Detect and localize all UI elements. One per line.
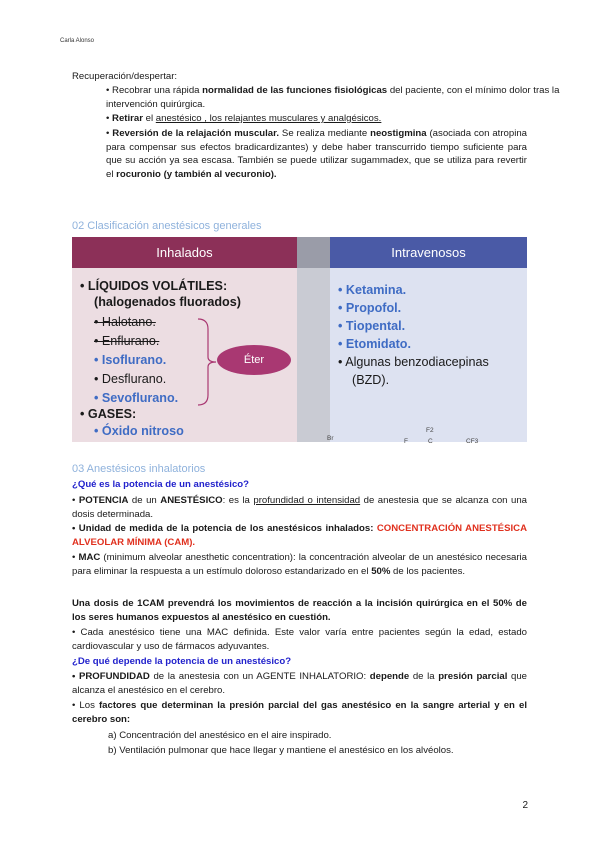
recovery-bullet-1 <box>72 84 561 111</box>
recovery-b1-pre: • Recobrar una rápida <box>106 85 203 96</box>
section-3-title: 03 Anestésicos inhalatorios <box>72 463 206 475</box>
molecule-f: F <box>404 438 408 445</box>
header-inhaled: Inhalados <box>72 237 297 268</box>
paragraph-potencia <box>72 494 527 521</box>
recovery-b3-bold2: neostigmina <box>370 128 427 139</box>
recovery-b2-mid: el <box>142 113 156 124</box>
molecule-cf3: CF3 <box>466 438 479 445</box>
p1-text-2: : es la <box>222 495 254 506</box>
volatiles-sub <box>94 293 241 312</box>
item-bzd: • Algunas benzodiacepinas <box>338 355 489 369</box>
recovery-b3-bold3: rocuronio (y también al vecuronio). <box>116 168 277 180</box>
ether-badge: Éter <box>217 345 291 375</box>
p7-bold: factores que determinan la presión parcial del gas anestésico en la sangre arterial y en el cerebro son: <box>72 700 527 725</box>
item-halotano: • Halotano. <box>94 315 156 329</box>
item-bzd-abbr: (BZD). <box>352 373 390 387</box>
p6-bold-3: presión parcial <box>438 671 508 682</box>
header-divider <box>297 237 330 268</box>
recovery-b3-bullet: • <box>106 128 113 139</box>
item-propofol: • Propofol. <box>338 301 402 315</box>
question-1: ¿Qué es la potencia de un anestésico? <box>72 479 250 490</box>
molecule-c: C <box>428 438 433 445</box>
paragraph-factores <box>72 699 527 726</box>
volatiles-sub-text: (halogenados fluorados) <box>94 295 241 309</box>
gases-label <box>80 405 136 424</box>
item-tiopental: • Tiopental. <box>338 319 406 333</box>
question-2: ¿De qué depende la potencia de un anestésico? <box>72 656 292 667</box>
p1-text-1: de un <box>128 495 161 506</box>
item-etomidato: • Etomidato. <box>338 337 411 351</box>
recovery-b3-bold: Reversión de la relajación muscular. <box>112 128 280 139</box>
p3-text-2: de los pacientes. <box>390 565 466 577</box>
recovery-bullet-2 <box>72 112 561 126</box>
page-number: 2 <box>522 800 528 811</box>
item-isoflurano: • Isoflurano. <box>94 353 167 367</box>
item-enflurano: • Enflurano. <box>94 334 160 348</box>
p3-text-1: (minimum alveolar anesthetic concentration): la concentración alveolar de un anestésico necesaria para eliminar la respuesta a un estímulo doloroso estandarizado en el <box>72 552 527 577</box>
bracket-icon <box>190 317 220 407</box>
p6-text-2: de la <box>409 671 439 682</box>
recovery-bullet-3 <box>72 127 527 181</box>
item-sevoflurano: • Sevoflurano. <box>94 391 179 405</box>
classification-table <box>72 237 527 442</box>
p3-bold: MAC <box>78 552 101 563</box>
p6-bold-2: depende <box>369 671 410 682</box>
item-desflurano: • Desflurano. <box>94 372 167 386</box>
p7-text: • Los <box>72 700 99 711</box>
section-2-title: 02 Clasificación anestésicos generales <box>72 220 262 232</box>
paragraph-unidad <box>72 522 527 549</box>
molecule-f2: F2 <box>426 427 434 434</box>
recovery-b1-bold: normalidad de las funciones fisiológicas <box>202 85 388 96</box>
p2-red: CONCENTRACIÓN ANESTÉSICA ALVEOLAR MÍNIMA (CAM). <box>72 523 527 548</box>
p6-text-1: de la anestesia con un AGENTE INHALATORIO: <box>149 671 370 682</box>
paragraph-mac-varia: • Cada anestésico tiene una MAC definida. Este valor varía entre pacientes según la edad, estado cardiovascular y uso de fármacos adyuvantes. <box>72 627 527 652</box>
p3-bold-2: 50% <box>371 565 391 577</box>
recovery-b1-post: del paciente, con el mínimo dolor tras la intervención quirúrgica. <box>106 85 560 110</box>
item-ketamina: • Ketamina. <box>338 283 407 297</box>
factor-b: b) Ventilación pulmonar que hace llegar y mantiene el anestésico en los alvéolos. <box>108 745 454 756</box>
recovery-title: Recuperación/despertar: <box>72 71 178 82</box>
p3-bullet: • <box>72 552 79 563</box>
header-intravenous: Intravenosos <box>330 237 527 268</box>
p1-bullet: • <box>72 495 79 506</box>
molecule-br: Br <box>327 435 334 442</box>
factor-a: a) Concentración del anestésico en el aire inspirado. <box>108 730 332 741</box>
item-oxido: • Óxido nitroso <box>94 424 184 438</box>
author-name: Carla Alonso <box>60 38 95 44</box>
recovery-b2-bold: Retirar <box>112 113 143 124</box>
recovery-b3-t1: Se realiza mediante <box>279 128 371 139</box>
p1-bold-1: POTENCIA <box>78 495 129 506</box>
paragraph-mac <box>72 551 527 578</box>
p6-text-3: que alcanza el anestésico en el cerebro. <box>72 671 527 696</box>
p1-text-3: de anestesia que se alcanza con una dosis determinada. <box>72 495 527 520</box>
p1-underlined: profundidad o intensidad <box>253 495 361 506</box>
p2-bold: • Unidad de medida de la potencia de los anestésicos inhalados: <box>72 523 377 534</box>
recovery-b2-bullet: • <box>106 113 113 124</box>
recovery-b2-underlined: anestésico , los relajantes musculares y analgésicos. <box>155 113 382 124</box>
p6-bold-1: • PROFUNDIDAD <box>72 671 150 682</box>
p1-bold-2: ANESTÉSICO <box>160 495 223 506</box>
gases-text: • GASES: <box>80 407 137 421</box>
recovery-b3-t2: (asociada con atropina para compensar sus efectos bradicardizantes) y debe haber transcurrido tiempo suficiente para que su acción ya sea escasa. También se puede utilizar sugammadex, que se utiliza para revertir el <box>106 128 528 180</box>
paragraph-profundidad <box>72 670 527 697</box>
paragraph-dosis: Una dosis de 1CAM prevendrá los movimientos de reacción a la incisión quirúrgica en el 50% de los seres humanos expuestos al anestésico en cuestión. <box>72 598 527 623</box>
volatiles-text: • LÍQUIDOS VOLÁTILES: <box>80 279 228 293</box>
